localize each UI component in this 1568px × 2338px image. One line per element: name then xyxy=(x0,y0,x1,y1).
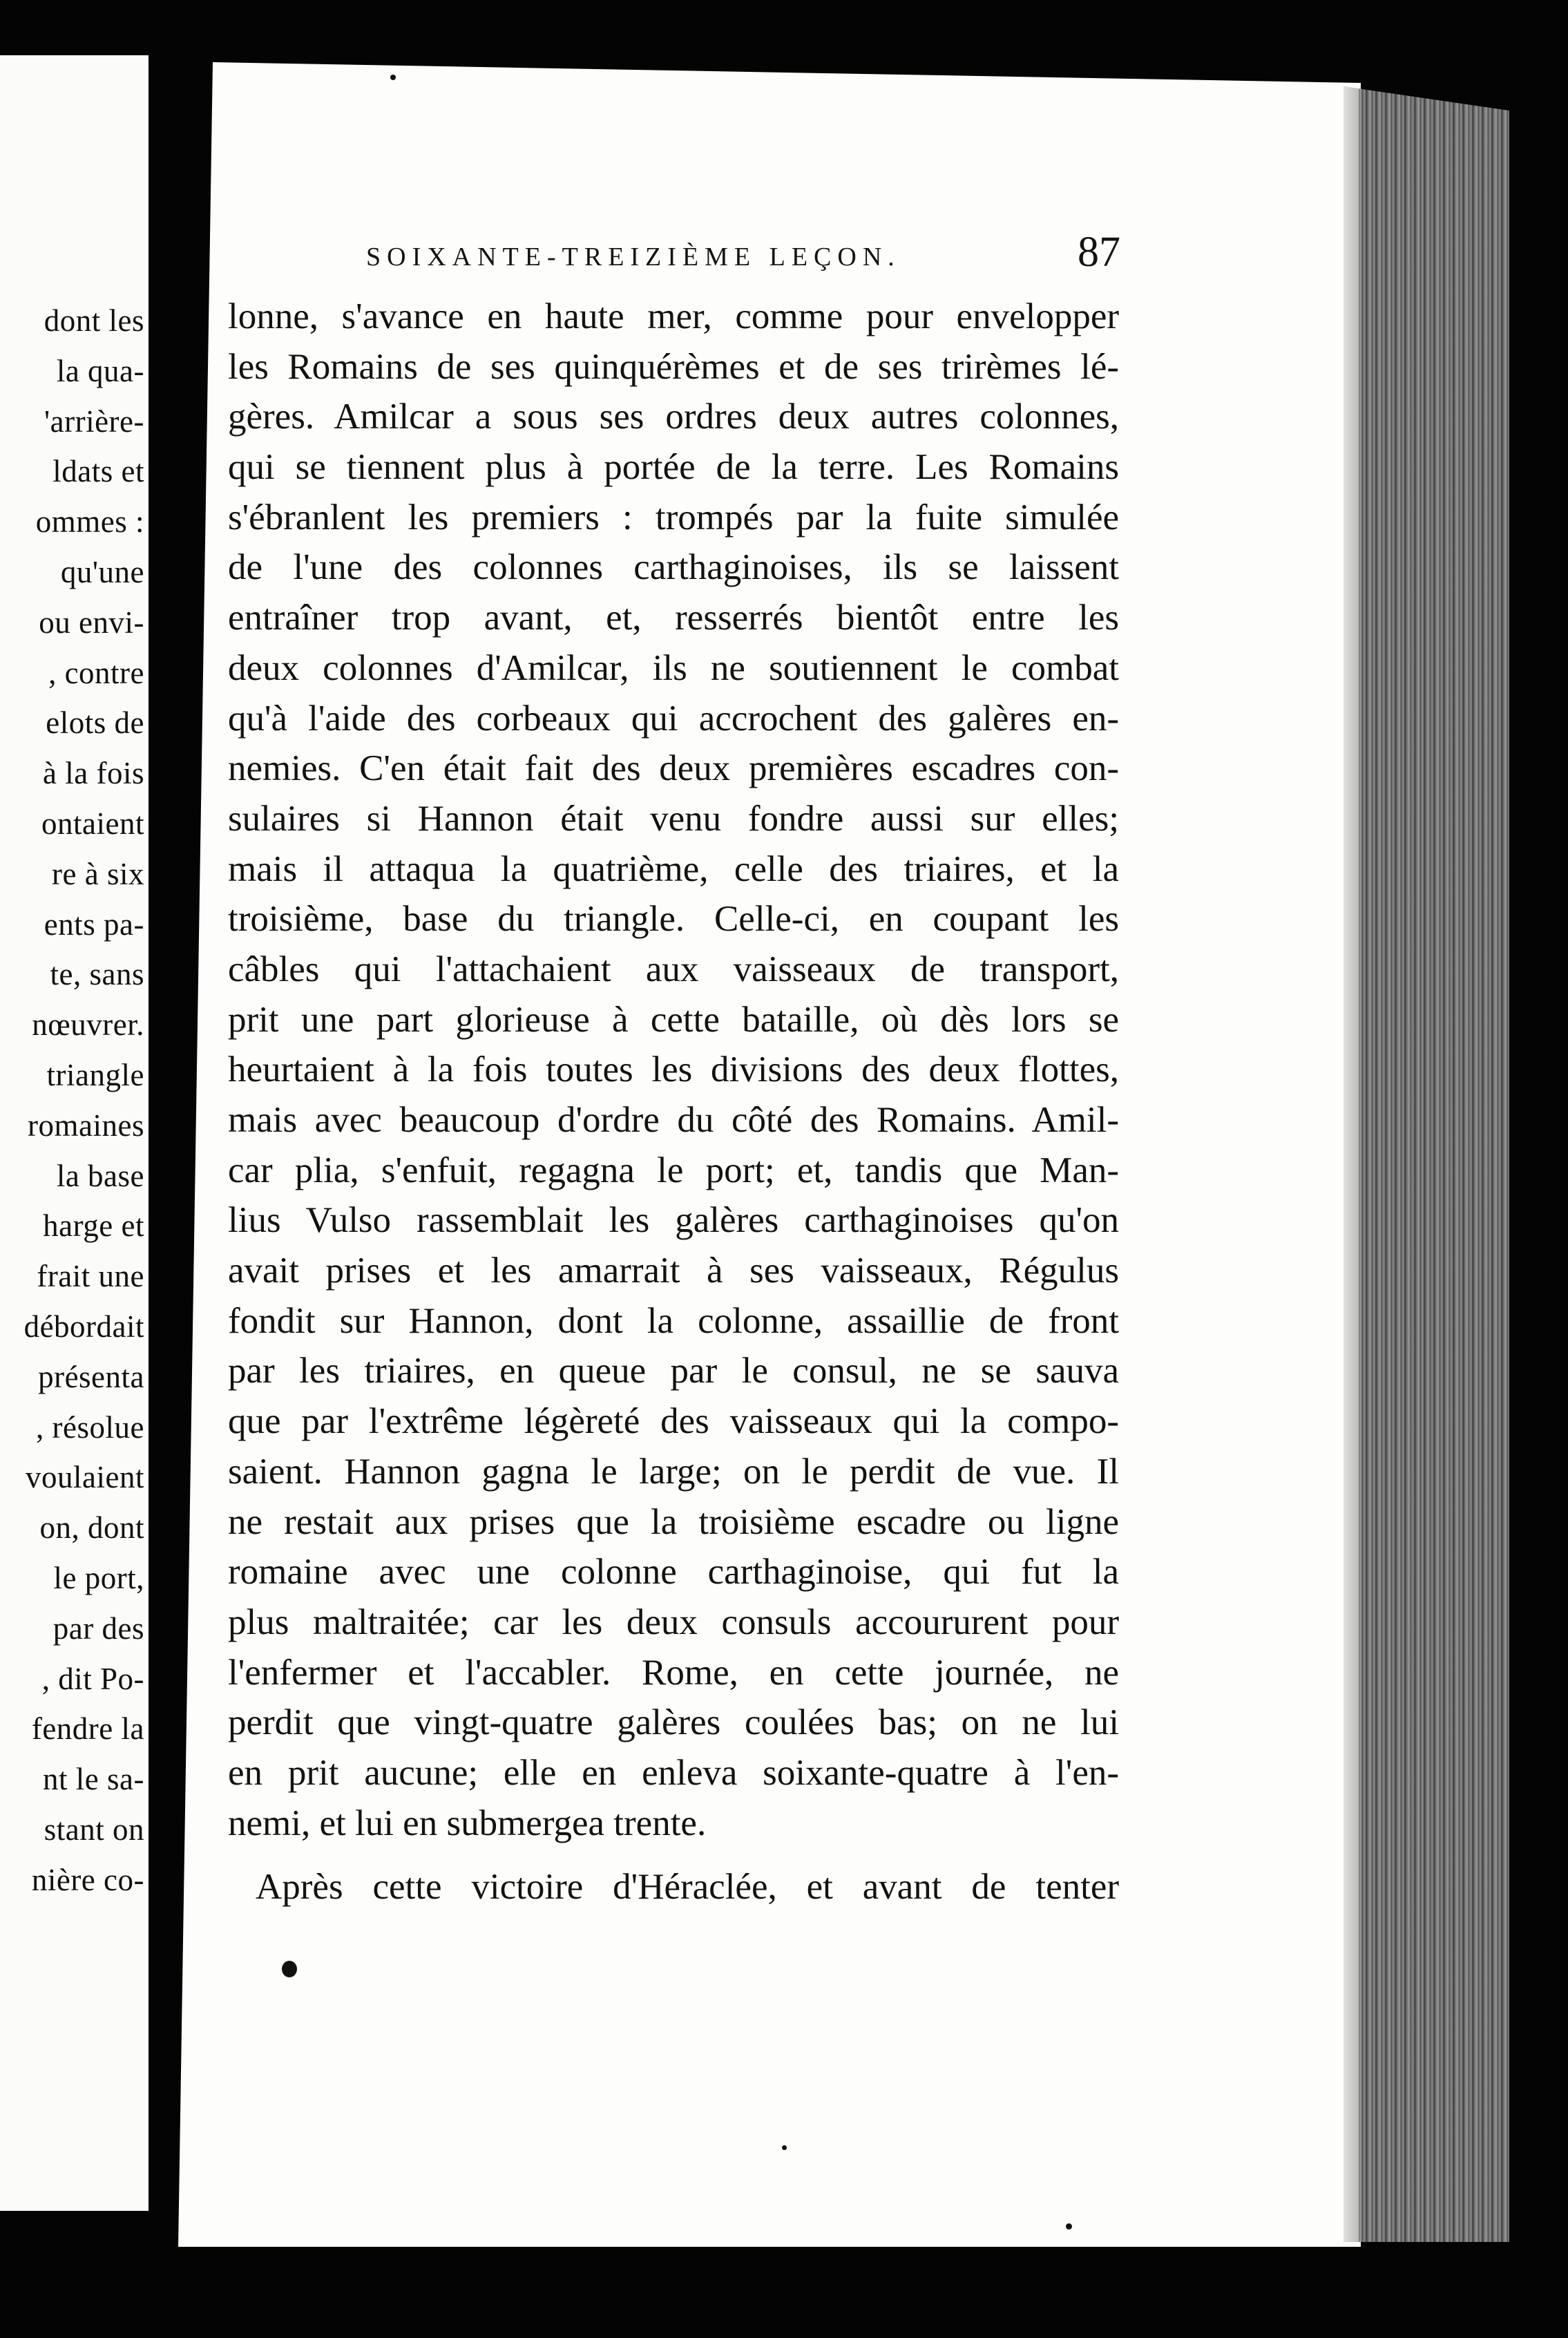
body-line: mais avec beaucoup d'ordre du côté des Romains. Amil- xyxy=(228,1100,1119,1140)
facing-page-line: ou envi- xyxy=(39,605,144,640)
body-line: câbles qui l'attachaient aux vaisseaux de transport, xyxy=(228,949,1119,989)
body-line: heurtaient à la fois toutes les divisions des deux flottes, xyxy=(228,1049,1119,1090)
facing-page-line: re à six xyxy=(52,856,144,891)
facing-page-line: qu'une xyxy=(60,555,144,589)
page-edges xyxy=(1344,86,1509,2242)
body-line: lius Vulso rassemblait les galères carthaginoises qu'on xyxy=(228,1200,1119,1241)
body-line: les Romains de ses quinquérèmes et de ses trirèmes lé- xyxy=(228,346,1119,387)
body-line: perdit que vingt-quatre galères coulées bas; on ne lui xyxy=(228,1702,1119,1743)
facing-page-line: nière co- xyxy=(31,1862,144,1897)
body-line: deux colonnes d'Amilcar, ils ne soutiennent le combat xyxy=(228,647,1119,688)
body-line: plus maltraitée; car les deux consuls accoururent pour xyxy=(228,1602,1119,1642)
body-line: de l'une des colonnes carthaginoises, ils se laissent xyxy=(228,547,1119,588)
body-line: en prit aucune; elle en enleva soixante-quatre à l'en- xyxy=(228,1752,1119,1793)
facing-page-line: harge et xyxy=(43,1208,144,1244)
facing-page-line: nœuvrer. xyxy=(32,1007,144,1043)
body-line: par les triaires, en queue par le consul, ne se sauva xyxy=(228,1351,1119,1391)
body-line: lonne, s'avance en haute mer, comme pour envelopper xyxy=(228,296,1119,336)
page-number: 87 xyxy=(1078,229,1120,276)
body-line: que par l'extrême légèreté des vaisseaux qui la compo- xyxy=(228,1401,1119,1442)
page-edge-highlight xyxy=(1344,86,1359,2242)
body-line: entraîner trop avant, et, resserrés bientôt entre les xyxy=(228,598,1119,638)
facing-page-line: la qua- xyxy=(56,353,144,388)
facing-page-line: on, dont xyxy=(39,1510,144,1546)
facing-page-line: présenta xyxy=(38,1359,144,1394)
body-line: s'ébranlent les premiers : trompés par la fuite simulée xyxy=(228,497,1119,538)
body-line: fondit sur Hannon, dont la colonne, assaillie de front xyxy=(228,1300,1119,1341)
facing-page-line: 'arrière- xyxy=(44,403,144,439)
facing-page-line: ents pa- xyxy=(44,906,144,942)
body-line: gères. Amilcar a sous ses ordres deux autres colonnes, xyxy=(228,397,1119,437)
body-line: sulaires si Hannon était venu fondre aussi sur elles; xyxy=(228,798,1119,839)
facing-page-line: débordait xyxy=(23,1309,144,1344)
facing-page-line: nt le sa- xyxy=(43,1762,144,1797)
paragraph-gap xyxy=(228,1848,1119,1862)
facing-page-line: à la fois xyxy=(43,756,144,791)
facing-page-line: stant on xyxy=(44,1812,144,1847)
facing-page-line: ldats et xyxy=(52,454,144,489)
body-line: troisième, base du triangle. Celle-ci, en coupant les xyxy=(228,899,1119,940)
ink-speck xyxy=(390,75,396,80)
body-line: car plia, s'enfuit, regagna le port; et, tandis que Man- xyxy=(228,1150,1119,1190)
facing-page-line: fendre la xyxy=(31,1711,144,1747)
facing-page-line: , dit Po- xyxy=(41,1661,144,1696)
facing-page-line: dont les xyxy=(44,303,144,338)
body-line: nemi, et lui en submergea trente. xyxy=(228,1803,707,1843)
facing-page-line: te, sans xyxy=(50,957,144,992)
ink-speck xyxy=(282,1961,297,1977)
facing-page-left xyxy=(0,55,149,2211)
facing-page-line: romaines xyxy=(28,1108,144,1143)
facing-page-line: ontaient xyxy=(41,806,144,841)
body-line: ne restait aux prises que la troisième escadre ou ligne xyxy=(228,1501,1119,1542)
facing-page-line: elots de xyxy=(46,705,144,741)
body-line: Après cette victoire d'Héraclée, et avant de tenter xyxy=(256,1867,1119,1908)
facing-page-line: voulaient xyxy=(26,1460,144,1495)
facing-page-line: la base xyxy=(56,1158,144,1193)
body-line: l'enfermer et l'accabler. Rome, en cette journée, ne xyxy=(228,1652,1119,1693)
body-line: avait prises et les amarrait à ses vaisseaux, Régulus xyxy=(228,1251,1119,1291)
body-line: romaine avec une colonne carthaginoise, qui fut la xyxy=(228,1552,1119,1593)
body-line: qu'à l'aide des corbeaux qui accrochent des galères en- xyxy=(228,698,1119,739)
ink-speck xyxy=(782,2145,787,2150)
facing-page-line: frait une xyxy=(37,1259,144,1294)
facing-page-line: par des xyxy=(52,1610,144,1646)
facing-page-line: triangle xyxy=(46,1058,144,1092)
body-line: prit une part glorieuse à cette bataille, où dès lors se xyxy=(228,999,1119,1040)
facing-page-line: le port, xyxy=(53,1561,144,1595)
facing-page-line: ommes : xyxy=(35,504,144,540)
body-line: qui se tiennent plus à portée de la terre. Les Romains xyxy=(228,447,1119,488)
body-line: saient. Hannon gagna le large; on le perdit de vue. Il xyxy=(228,1451,1119,1492)
body-line: mais il attaqua la quatrième, celle des triaires, et la xyxy=(228,848,1119,889)
body-text xyxy=(228,292,1119,1912)
facing-page-line: , résolue xyxy=(36,1409,144,1445)
body-line: nemies. C'en était fait des deux premières escadres con- xyxy=(228,748,1119,789)
running-header: SOIXANTE-TREIZIÈME LEÇON. xyxy=(366,243,901,272)
facing-page-line: , contre xyxy=(48,655,144,690)
ink-speck xyxy=(1066,2223,1072,2230)
